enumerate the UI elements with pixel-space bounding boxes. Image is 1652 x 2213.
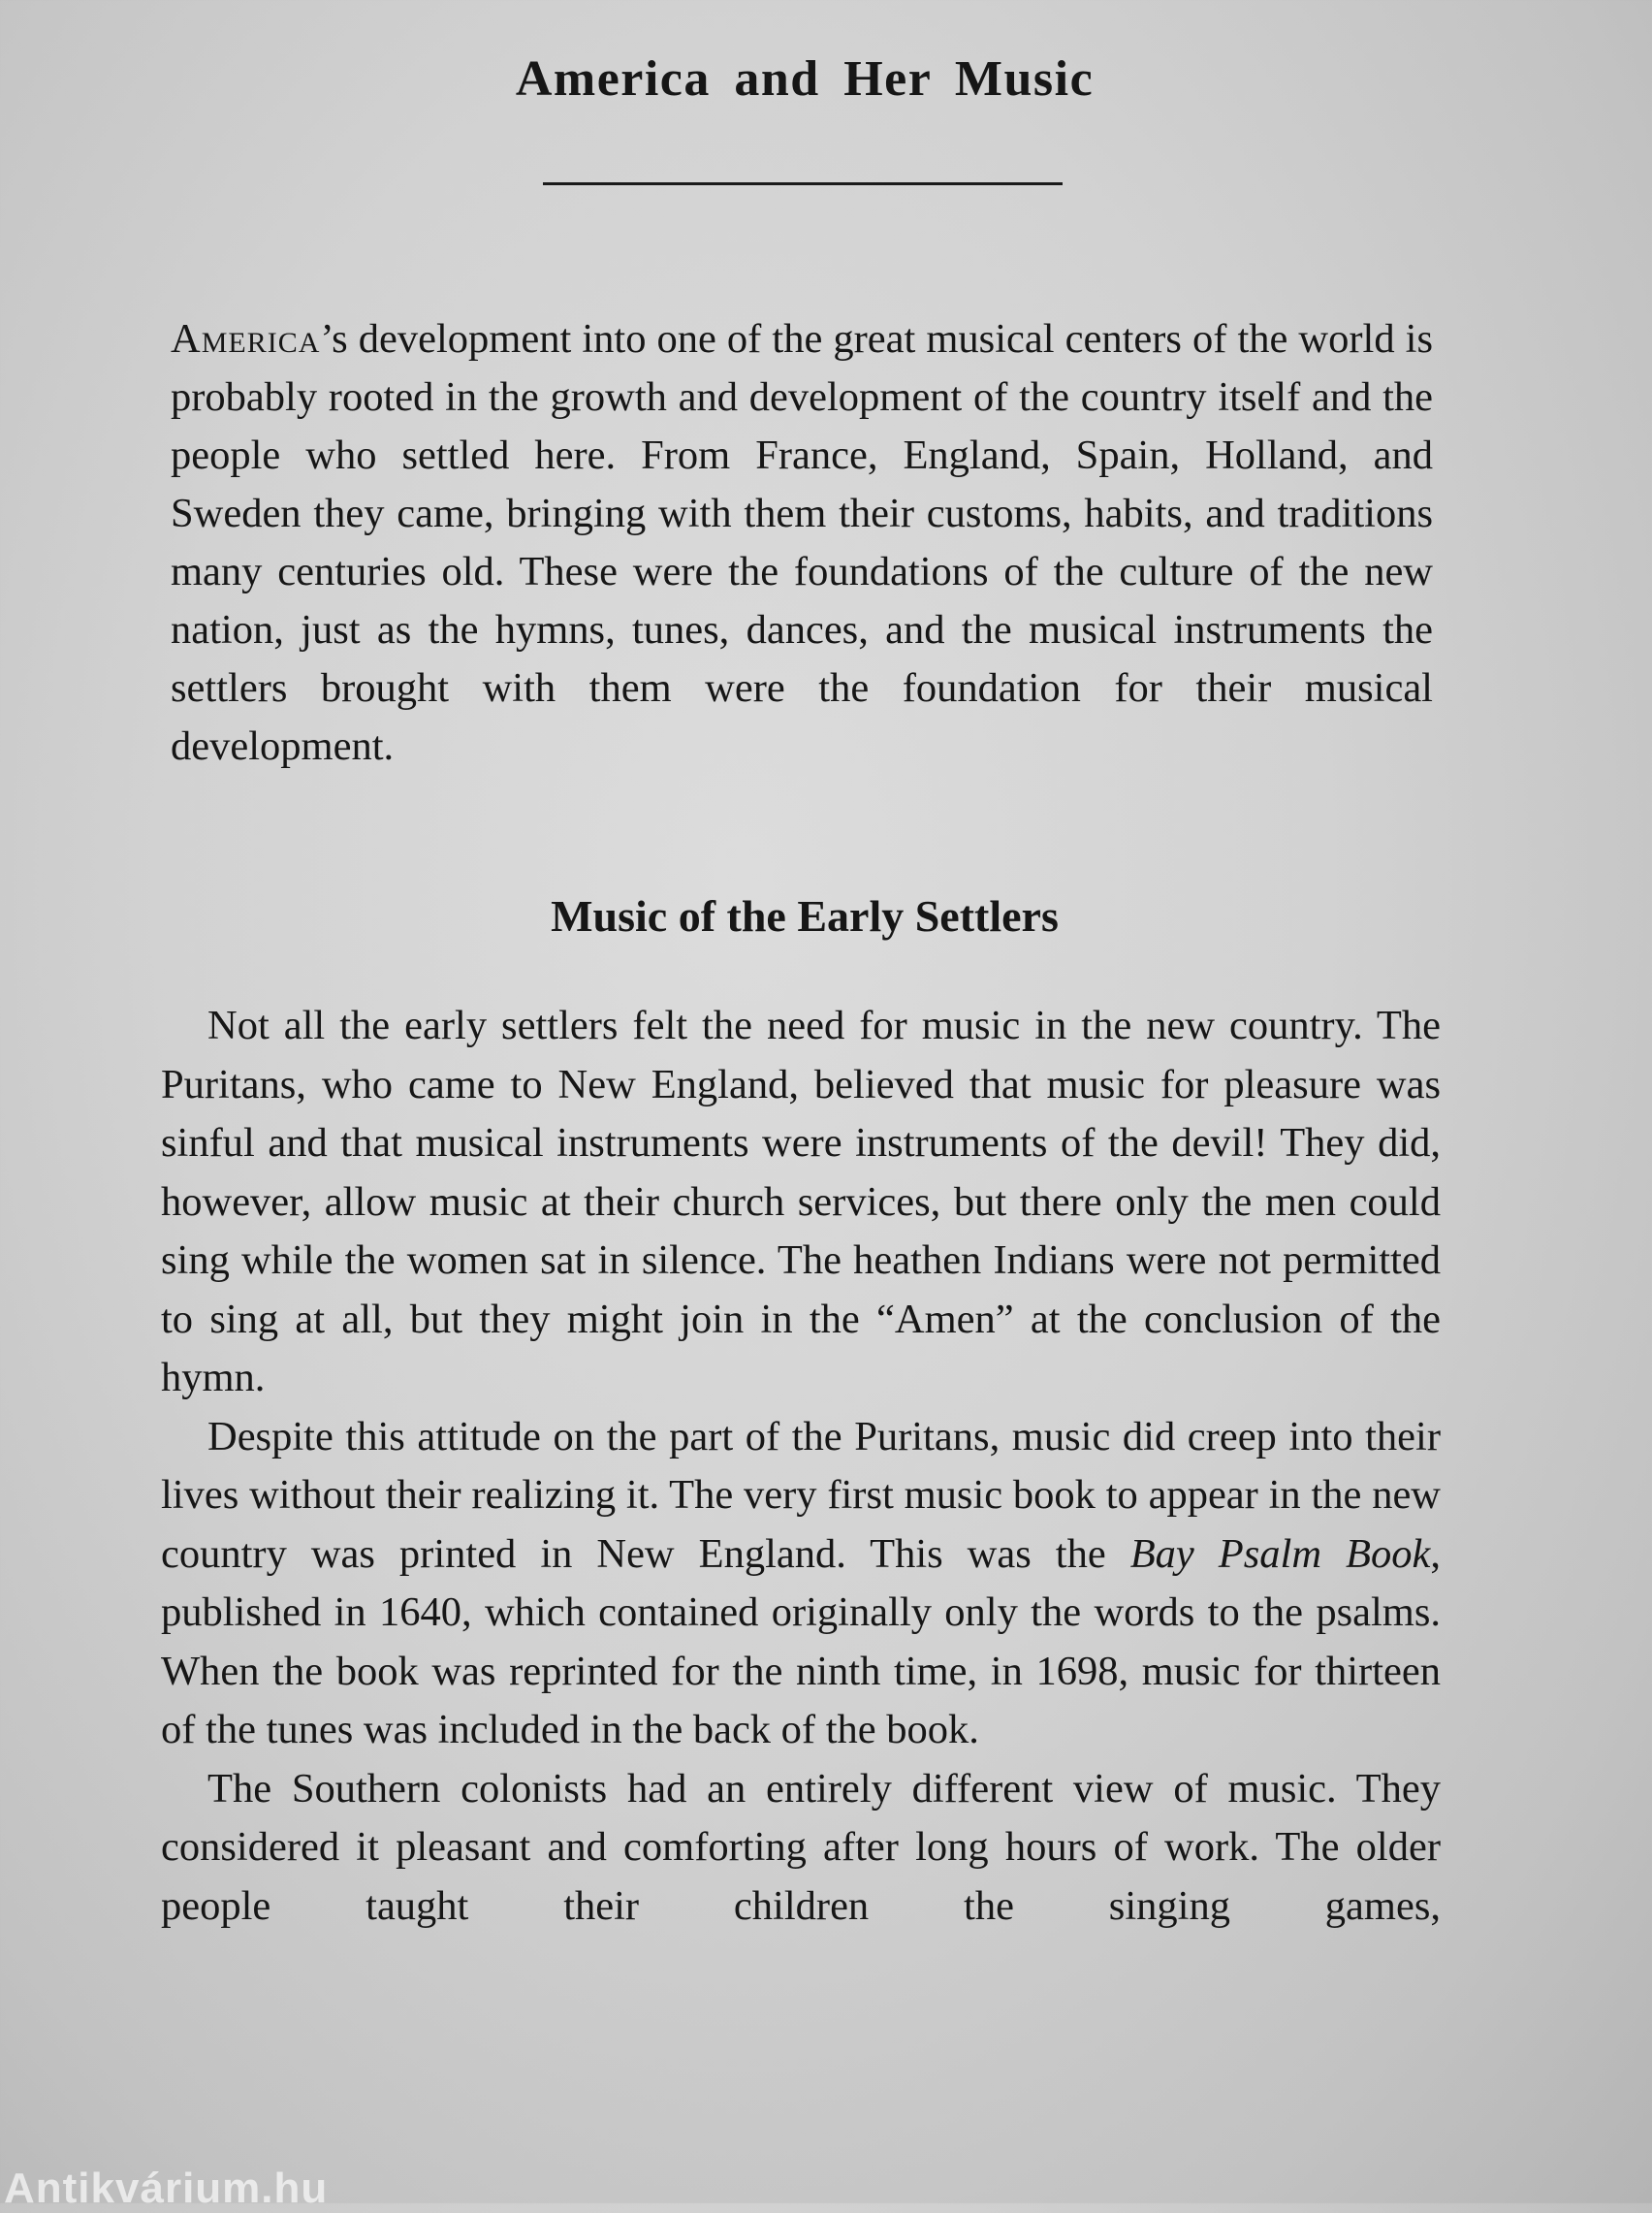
book-title-italic: Bay Psalm Book (1129, 1530, 1431, 1577)
title-underline (543, 182, 1063, 185)
section-body (161, 997, 1441, 1936)
paragraph-bay-psalm-book (161, 1408, 1441, 1760)
paragraph-southern-colonists: The Southern colonists had an entirely different view of music. They considered it pleasant and comforting after long hours of work. The older people taught their children the singing games, (161, 1765, 1441, 1929)
paragraph-text-before: Despite this attitude on the part of the Puritans, music did creep into their lives without their realizing it. The very first music book to appear in the new country was printed in New England. This was the (161, 1413, 1441, 1577)
intro-paragraph (171, 310, 1433, 776)
intro-lead-word: America (171, 316, 321, 362)
paragraph-puritans: Not all the early settlers felt the need for music in the new country. The Puritans, who came to New England, believed that music for pleasure was sinful and that musical instruments were instruments of the devil! They did, however, allow music at their church services, but there only the men could sing while the women sat in silence. The heathen Indians were not permitted to sing at all, but they might join in the “Amen” at the conclusion of the hymn. (161, 1003, 1441, 1400)
watermark: Antikvárium.hu (4, 2165, 329, 2212)
page-title: America and Her Music (515, 51, 1095, 107)
section-heading: Music of the Early Settlers (551, 891, 1059, 941)
intro-text: ’s development into one of the great musical centers of the world is probably rooted in the growth and development of the country itself and the people who settled here. From France, England, Spain, Holland, and Sweden they came, bringing with them their customs, habits, and traditions many centuries old. These were the foundations of the culture of the new nation, just as the hymns, tunes, dances, and the musical instruments the settlers brought with them were the foundation for their musical development. (171, 316, 1433, 769)
paragraph-text-after: , published in 1640, which contained originally only the words to the psalms. When the book was reprinted for the ninth time, in 1698, music for thirteen of the tunes was included in the back of the book. (161, 1530, 1442, 1752)
